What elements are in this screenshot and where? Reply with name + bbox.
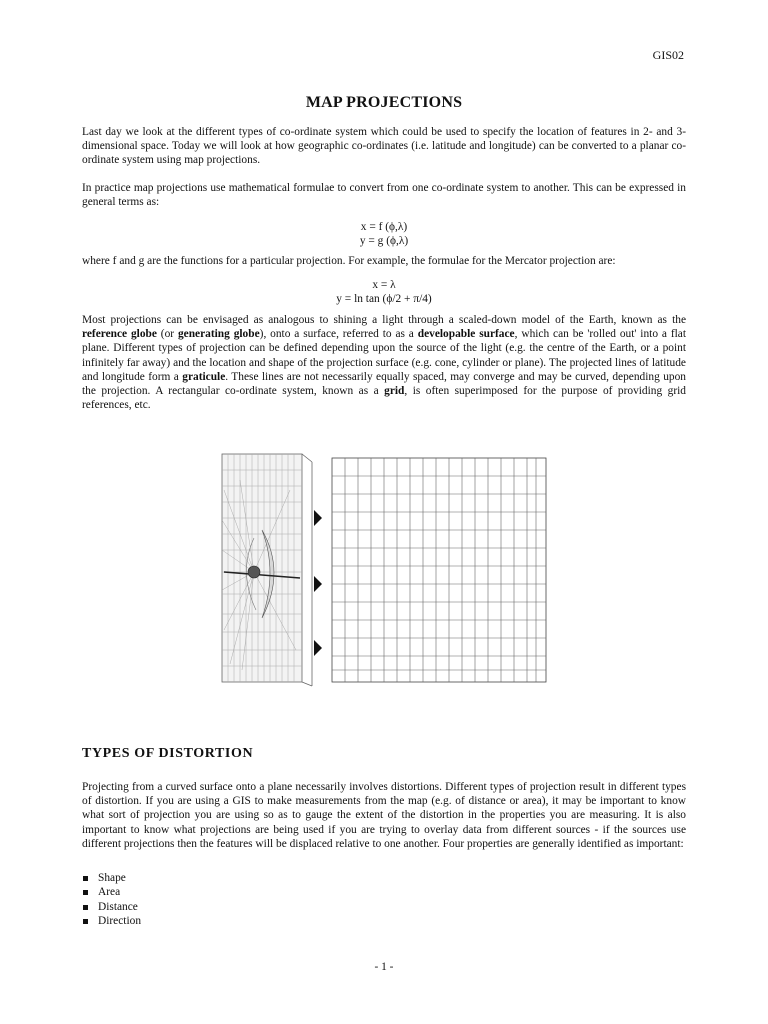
projection-paragraph <box>82 313 686 412</box>
text-segment: , is often superimposed for the purpose of providing grid references, etc. <box>82 385 686 412</box>
section-heading-distortion: TYPES OF DISTORTION <box>82 746 254 761</box>
property-list <box>82 871 141 929</box>
text-segment: Most projections can be envisaged as analogous to shining a light through a scaled-down model of the Earth, known as the <box>82 314 686 326</box>
text-segment: (or <box>156 328 178 341</box>
term-reference-globe: reference globe <box>82 328 157 341</box>
list-item: Area <box>82 885 141 899</box>
flat-grid-illustration <box>332 458 546 682</box>
equation-y: y = g (ϕ,λ) <box>359 235 409 247</box>
mercator-intro-paragraph: where f and g are the functions for a particular projection. For example, the formulae for the Mercator projection are: <box>82 255 616 267</box>
intro-paragraph: Last day we look at the different types of co-ordinate system which could be used to specify the location of features in 2- and 3-dimensional space. Today we will look at how geographic co-ordinates (i.e. latitude and longitude) can be converted to a planar co-ordinate system using map projections. <box>82 126 686 167</box>
unroll-arrows <box>314 510 322 656</box>
term-developable-surface: developable surface <box>417 328 515 341</box>
page-number: - 1 - <box>374 961 394 973</box>
term-grid: grid <box>384 385 405 398</box>
mercator-equation-y: y = ln tan (ϕ/2 + π/4) <box>336 293 432 305</box>
cylinder-illustration <box>222 454 312 686</box>
list-item: Direction <box>82 914 141 928</box>
page-title: MAP PROJECTIONS <box>305 94 463 111</box>
list-item: Shape <box>82 871 141 885</box>
text-segment: , which can be 'rolled out' into a flat plane. Different types of projection can be defined depending upon the source of the light (e.g. the centre of the Earth, or a point infinitely far away) and the location and shape of the projection surface (e.g. cone, cylinder or plane). The projected lines of latitude and longitude form a <box>82 328 686 383</box>
text-segment: . These lines are not necessarily equally spaced, may converge and may be curved, depending upon the projection. A rectangular co-ordinate system, known as a <box>82 370 686 398</box>
mercator-equation-x: x = λ <box>372 279 396 291</box>
page-code: GIS02 <box>652 48 684 62</box>
term-graticule: graticule <box>182 370 226 383</box>
text-segment: ), onto a surface, referred to as a <box>259 328 418 341</box>
distortion-paragraph: Projecting from a curved surface onto a plane necessarily involves distortions. Different types of projection result in different types of distortion. If you are using a GIS to make measurements from the map (e.g. of distance or area), it may be important to know what sort of projection you are using so as to gauge the extent of the distortion in the properties you are measuring. It is also important to know what projections are being used if you are trying to overlay data from different sources - if the sources use different projections then the features will be displaced relative to one another. Four properties are generally identified as important: <box>82 781 686 850</box>
cylindrical-projection-figure <box>216 450 556 690</box>
list-item: Distance <box>82 900 141 914</box>
term-generating-globe: generating globe <box>177 328 260 341</box>
formula-intro-paragraph: In practice map projections use mathematical formulae to convert from one co-ordinate system to another. This can be expressed in general terms as: <box>82 182 686 209</box>
equation-x: x = f (ϕ,λ) <box>360 221 408 233</box>
